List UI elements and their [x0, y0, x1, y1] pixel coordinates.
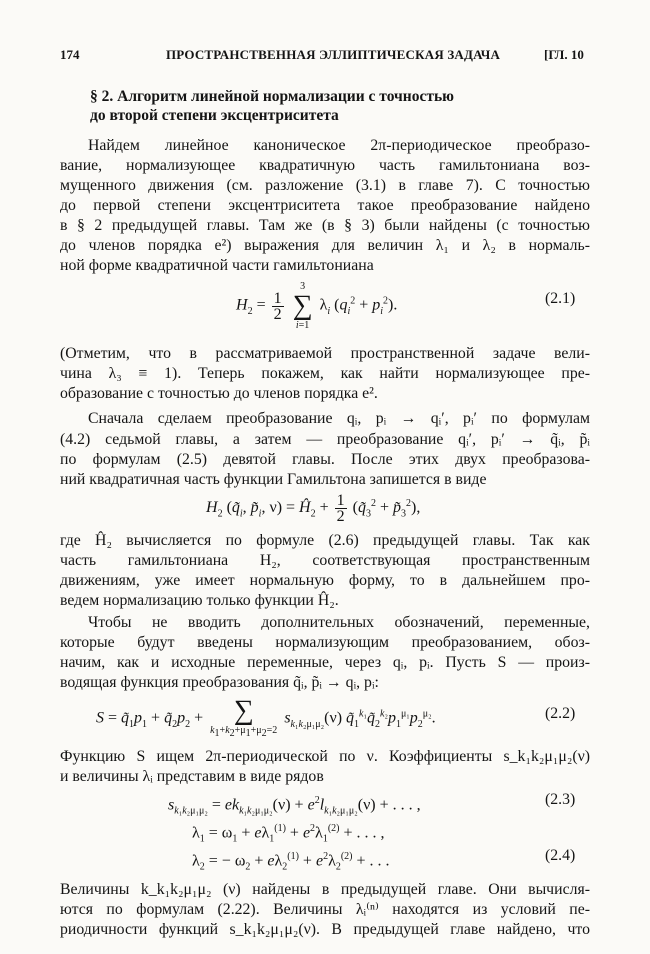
text-line: (4.2) седьмой главы, а затем — преобразование qᵢ′, pᵢ′ → q̃ᵢ, p̃ᵢ	[60, 431, 590, 448]
text-line: Величины k_k₁k₂μ₁μ₂ (ν) найдены в предыдущей главе. Они вычисля-	[60, 881, 590, 898]
text-line: ний квадратичная часть функции Гамильтона запишется в виде	[60, 471, 487, 488]
section-heading	[90, 87, 560, 125]
text-line: вание, нормализующее квадратичную часть гамильтониана воз-	[60, 157, 590, 174]
text-line: и величины λᵢ представим в виде рядов	[60, 768, 324, 785]
equation-number: (2.3)	[545, 791, 576, 808]
equation-2-2: $S = q̃_1p_1$ + $q̃_2p_2$ + ∑ $k_1+k_2+\mu_1+\mu_2=2$ $s_{k_1k_2\mu_1\mu_2}(\nu)$ $q̃_1^{k_1}q̃_2^{k_2}p_1^{\mu_1}p_2^{\mu_2}$.	[96, 695, 436, 739]
text-line: до первой степени эксцентриситета такое преобразование найдено	[60, 197, 590, 214]
text-line: мущенного движения (см. разложение (3.1) в главе 7). С точностью	[60, 177, 590, 194]
equation-number: (2.4)	[545, 847, 576, 864]
text-line: в § 2 предыдущей главы. Там же (в § 3) были найдены (с точностью	[60, 217, 590, 234]
equation-lambda-1: $\lambda_1 = \omega_1 + e\lambda_1^{(1)} + e^2\lambda_1^{(2)}$ + . . . ,	[192, 823, 385, 845]
text-line: до членов порядка e²) выражения для величин λ₁ и λ₂ в нормаль-	[60, 237, 590, 254]
text-line: ной форме квадратичной части гамильтониана	[60, 257, 374, 274]
text-line: ведем нормализацию только функции Ĥ₂.	[60, 592, 339, 609]
running-title: ПРОСТРАНСТВЕННАЯ ЭЛЛИПТИЧЕСКАЯ ЗАДАЧА	[166, 47, 501, 62]
text-line: риодичности функций s_k₁k₂μ₁μ₂(ν). В предыдущей главе найдено, что	[60, 921, 590, 938]
text-line: часть гамильтониана H₂, соответствующая пространственным	[60, 552, 590, 569]
text-line: ются по формулам (2.22). Величины λᵢ⁽ⁿ⁾ находятся из условий пе-	[60, 901, 590, 918]
text-line: водящая функция преобразования q̃ᵢ, p̃ᵢ → qᵢ, pᵢ:	[60, 674, 379, 691]
equation-hamiltonian: $H_2$ ($q̃_i$, $p̃_i$, $\nu) = Ĥ_2$ + $\frac{1}{2}$ ($q̃_3^2$ + $p̃_3^2$),	[206, 492, 421, 525]
text-line: чина λ₃ ≡ 1). Теперь покажем, как найти нормализующее пре-	[60, 365, 590, 382]
text-line: Функцию S ищем 2π-периодической по ν. Коэффициенты s_k₁k₂μ₁μ₂(ν)	[60, 748, 590, 765]
text-line: Найдем линейное каноническое 2π-периодическое преобразо-	[88, 137, 590, 154]
section-heading-line: до второй степени эксцентриситета	[90, 107, 339, 124]
equation-2-1: $H_2$ = $\frac{1}{2}$ 3 ∑ i=1 $\lambda_i$ $(q_i^2 + p_i^2)$.	[236, 281, 398, 331]
text-line: Чтобы не вводить дополнительных обозначений, переменные,	[88, 614, 590, 631]
text-line: начим, как и исходные переменные, через qᵢ, pᵢ. Пусть S — произ-	[60, 654, 590, 671]
equation-number: (2.2)	[545, 705, 576, 722]
equation-2-3: $s_{k_1k_2\mu_1\mu_2} = ek_{k_1k_2\mu_1\mu_2}(\nu) + e^2l_{k_1k_2\mu_1\mu_2}(\nu)$ + . . . ,	[168, 795, 421, 817]
chapter-label: [ГЛ. 10	[544, 47, 584, 62]
text-line: где Ĥ₂ вычисляется по формуле (2.6) предыдущей главы. Так как	[60, 532, 590, 549]
section-heading-line: § 2. Алгоритм линейной нормализации с точностью	[90, 88, 455, 105]
text-line: которые будут введены нормализующим преобразованием, обоз-	[60, 634, 590, 651]
text-line: движениям, уже имеет нормальную форму, то в дальнейшем про-	[60, 572, 590, 589]
equation-2-4: $\lambda_2$ = − $\omega_2 + e\lambda_2^{(1)} + e^2\lambda_2^{(2)}$ + . . .	[192, 851, 390, 873]
page-number: 174	[60, 47, 80, 62]
text-line: Сначала сделаем преобразование qᵢ, pᵢ → qᵢ′, pᵢ′ по формулам	[88, 410, 590, 427]
text-line: по формулам (2.5) девятой главы. После этих двух преобразова-	[60, 451, 590, 468]
text-line: образование с точностью до членов порядка e².	[60, 385, 378, 402]
text-line: (Отметим, что в рассматриваемой пространственной задаче вели-	[60, 345, 590, 362]
equation-number: (2.1)	[545, 290, 576, 307]
